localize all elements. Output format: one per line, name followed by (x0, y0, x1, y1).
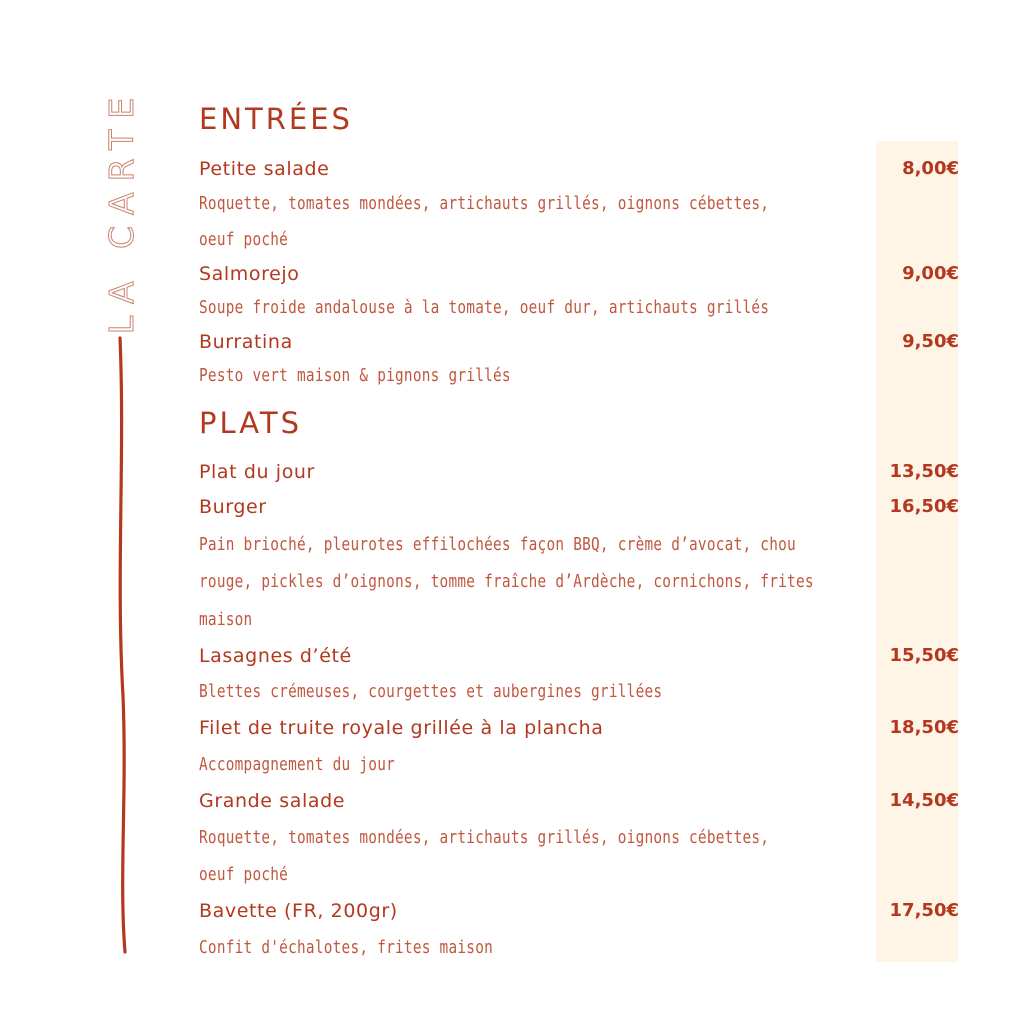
item-desc-burger: Pain brioché, pleurotes effilochées façon BBQ, crème d’avocat, chou (199, 534, 796, 555)
item-name-salmorejo: Salmorejo (199, 263, 300, 285)
item-desc-grande-salade: Roquette, tomates mondées, artichauts grillés, oignons cébettes, (199, 827, 770, 848)
item-desc-grande-salade-2: oeuf poché (199, 864, 289, 885)
item-desc-burger-2: rouge, pickles d’oignons, tomme fraîche d’Ardèche, cornichons, frites (199, 571, 814, 592)
item-desc-burratina: Pesto vert maison & pignons grillés (199, 365, 511, 386)
item-price-burger: 16,50€ (889, 496, 959, 517)
item-name-burratina: Burratina (199, 331, 293, 353)
item-name-bavette: Bavette (FR, 200gr) (199, 900, 398, 922)
item-name-lasagnes: Lasagnes d’été (199, 645, 352, 667)
item-price-filet-truite: 18,50€ (889, 717, 959, 738)
item-desc-filet-truite: Accompagnement du jour (199, 754, 396, 775)
item-desc-petite-salade-2: oeuf poché (199, 229, 289, 250)
item-desc-burger-3: maison (199, 609, 253, 630)
item-desc-salmorejo: Soupe froide andalouse à la tomate, oeuf dur, artichauts grillés (199, 297, 770, 318)
item-desc-petite-salade: Roquette, tomates mondées, artichauts grillés, oignons cébettes, (199, 193, 770, 214)
item-price-bavette: 17,50€ (889, 900, 959, 921)
section-title-plats: PLATS (199, 406, 303, 440)
item-price-burratina: 9,50€ (902, 331, 959, 352)
item-name-filet-truite: Filet de truite royale grillée à la plancha (199, 717, 604, 739)
item-price-salmorejo: 9,00€ (902, 263, 959, 284)
decorative-vertical-line (110, 336, 140, 956)
item-price-petite-salade: 8,00€ (902, 158, 959, 179)
item-price-lasagnes: 15,50€ (889, 645, 959, 666)
item-name-petite-salade: Petite salade (199, 158, 330, 180)
item-desc-lasagnes: Blettes crémeuses, courgettes et aubergines grillées (199, 681, 663, 702)
item-price-grande-salade: 14,50€ (889, 790, 959, 811)
item-desc-bavette: Confit d'échalotes, frites maison (199, 937, 494, 958)
item-name-burger: Burger (199, 496, 267, 518)
side-title (82, 86, 162, 334)
item-name-plat-du-jour: Plat du jour (199, 461, 315, 483)
side-title-text: LA CARTE (102, 86, 142, 334)
section-title-entrees: ENTRÉES (199, 102, 353, 136)
item-price-plat-du-jour: 13,50€ (889, 461, 959, 482)
item-name-grande-salade: Grande salade (199, 790, 346, 812)
